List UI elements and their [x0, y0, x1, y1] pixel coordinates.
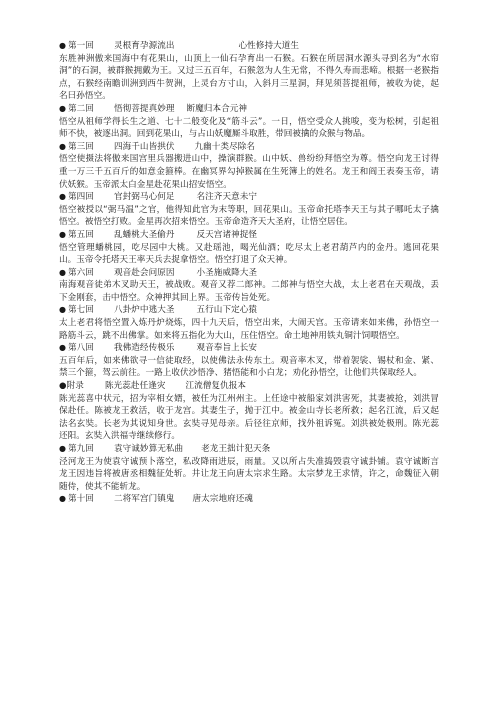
bullet-icon: ●	[59, 103, 67, 113]
chapter-subtitle: 断魔归本合元神	[186, 103, 248, 114]
bullet-icon: ●	[59, 229, 67, 239]
chapter-title: 悟彻菩提真妙理	[114, 103, 175, 114]
chapter-heading	[59, 380, 439, 393]
chapter-subtitle: 观音奉旨上长安	[196, 343, 258, 354]
bullet-icon: ●	[59, 267, 67, 277]
chapter-subtitle: 江流僧复仇报本	[185, 381, 247, 392]
chapter-heading	[59, 40, 439, 53]
chapter-summary: 陈光蕊喜中状元，招为宰相女婿，被任为江州州主。上任途中被船家刘洪害死，其妻被抢，刘洪冒保赴任。陈被龙王救活，收于龙宫。其妻生子，抛于江中。被金山寺长老所救；起名江流，后又起法名玄奘。长老为其说知身世。玄奘寻见母亲。后径往京师，找外祖诉冤。刘洪被处极刑。陈光蕊还阳。玄奘入洪福寺继续修行。	[59, 393, 439, 442]
chapter-title: 陈光蕊赴任逢灾	[105, 381, 166, 392]
bullet-icon: ●	[59, 305, 67, 315]
chapter-number: 第二回	[68, 103, 94, 114]
chapter-subtitle: 唐太宗地府还魂	[192, 494, 254, 505]
chapter-summary: 悟空管理蟠桃园，吃尽园中大桃。又赴瑶池，喝光仙酒；吃尽太上老君葫芦内的金丹。逃回花果山。玉帝令托塔天王率天兵去捉拿悟空。悟空打退了众天神。	[59, 242, 439, 266]
chapter-title: 我佛造经传极乐	[114, 343, 175, 354]
bullet-icon: ●	[59, 444, 67, 453]
chapter-summary: 悟空使摄法将傲来国宫里兵器搬进山中，操演群猴。山中妖、兽纷纷拜悟空为尊。悟空向龙王讨得重一万三千五百斤的如意金箍棒。在幽冥界勾掉猴属在生死簿上的姓名。龙王和阎王表奏玉帝，请伏妖猴。玉帝派太白金星赴花果山招安悟空。	[59, 154, 439, 190]
chapter-title: 官封弼马心何足	[114, 192, 175, 203]
chapter-subtitle: 反天宫诸神捉怪	[196, 229, 258, 240]
chapter-title: 乱蟠桃大圣偷丹	[114, 229, 175, 240]
chapter-number: 第三回	[68, 141, 94, 152]
chapter-subtitle: 小圣施威降大圣	[196, 267, 258, 278]
bullet-icon: ●	[59, 192, 67, 202]
document-page	[59, 40, 439, 506]
chapter-title: 四海千山皆拱伏	[114, 141, 175, 152]
chapter-title: 灵根育孕源流出	[114, 41, 175, 51]
chapter-number: 第六回	[68, 267, 94, 278]
chapter-number: 第七回	[68, 305, 94, 316]
chapter-number: 第一回	[68, 41, 94, 51]
chapter-heading	[59, 229, 439, 242]
chapter-heading	[59, 103, 439, 116]
chapter-title: 观音赴会问原因	[114, 267, 175, 278]
chapter-heading	[59, 304, 439, 317]
chapter-number: 第九回	[68, 444, 94, 454]
chapter-heading	[59, 443, 439, 456]
chapter-subtitle: 五行山下定心猿	[196, 305, 258, 316]
chapter-heading	[59, 493, 439, 506]
chapter-subtitle: 九幽十类尽除名	[194, 141, 256, 152]
chapter-title: 二将军宫门镇鬼	[114, 494, 175, 505]
chapter-summary: 东胜神洲傲来国海中有花果山，山顶上一仙石孕育出一石猴。石猴在所居洞水源头寻到名为“水帘洞”的石洞，被群猴拥戴为王。又过三五百年，石猴忽为人生无常，不得久寿而悲啼。根据一老猴指点，石猴经南瞻训洲到西牛贺洲，上灵台方寸山，入斜月三星洞，拜见须菩提祖师，被收为徒，起名曰孙悟空。	[59, 53, 439, 102]
chapter-heading	[59, 141, 439, 154]
chapter-summary: 南海观音徒弟木叉助天王，被战败。观音又荐二郎神。二郎神与悟空大战，太上老君在天观战，丢下金刚套，击中悟空。众神押其回上界。玉帝传旨处死。	[59, 280, 439, 303]
chapter-heading	[59, 267, 439, 280]
bullet-icon: ●	[59, 494, 67, 504]
chapter-subtitle: 心性修持大道生	[238, 41, 300, 51]
chapter-number: ●附录	[59, 381, 84, 392]
bullet-icon: ●	[59, 343, 67, 353]
chapter-number: 第四回	[68, 192, 94, 203]
chapter-title: 八卦炉中逃大圣	[114, 305, 175, 316]
chapter-heading	[59, 191, 439, 204]
chapter-summary: 悟空从祖师学得长生之道、七十二般变化及“筋斗云”。一日，悟空受众人挑唆，变为松树，引起祖师不快，被逐出洞。回到花果山，与占山妖魔厮斗取胜，带回被擒的众猴与物品。	[59, 116, 439, 140]
chapter-title: 袁守诚妙算无私曲	[114, 444, 184, 454]
chapter-subtitle: 老龙王拙计犯天条	[201, 444, 271, 454]
chapter-summary: 太上老君将悟空置入炼丹炉烧炼，四十九天后，悟空出来，大闹天宫。玉帝请来如来佛，孙悟空一路筋斗云，跳不出佛掌。如来将五指化为大山，压住悟空。命土地神用铁丸铜汁饲喂悟空。	[59, 318, 439, 341]
bullet-icon: ●	[59, 141, 67, 151]
bullet-icon: ●	[59, 41, 67, 50]
chapter-number: 第五回	[68, 229, 94, 240]
chapter-summary: 泾河龙王为使袁守诚预卜落空，私改降雨进辰，雨量。又以所占失准捣毁袁守诚卦铺。袁守诚断言龙王因违旨将被唐丞相魏征处斩。井让龙王向唐太宗求生路。太宗梦龙王求情，许之，命魏征入朝随侍，使其不能斩龙。	[59, 456, 439, 492]
chapter-heading	[59, 342, 439, 355]
chapter-number: 第八回	[68, 343, 94, 354]
chapter-summary: 悟空被授以“弼马温”之官，他得知此官为末等职，回花果山。玉帝命托塔李天王与其子哪吒太子擒悟空。被悟空打败。金星再次招来悟空。玉帝命造齐天大圣府，让悟空居住。	[59, 204, 439, 228]
chapter-subtitle: 名注齐天意未宁	[196, 192, 258, 203]
chapter-number: 第十回	[68, 494, 94, 505]
chapter-summary: 五百年后，如来佛欲寻一信徒取经，以使佛法永传东土。观音率木叉，带着袈裟、锡杖和金、紧、禁三个箍，驾云前往。一路上收伏沙悟净、猪悟能和小白龙；劝化孙悟空，让他们共保取经人。	[59, 355, 439, 379]
